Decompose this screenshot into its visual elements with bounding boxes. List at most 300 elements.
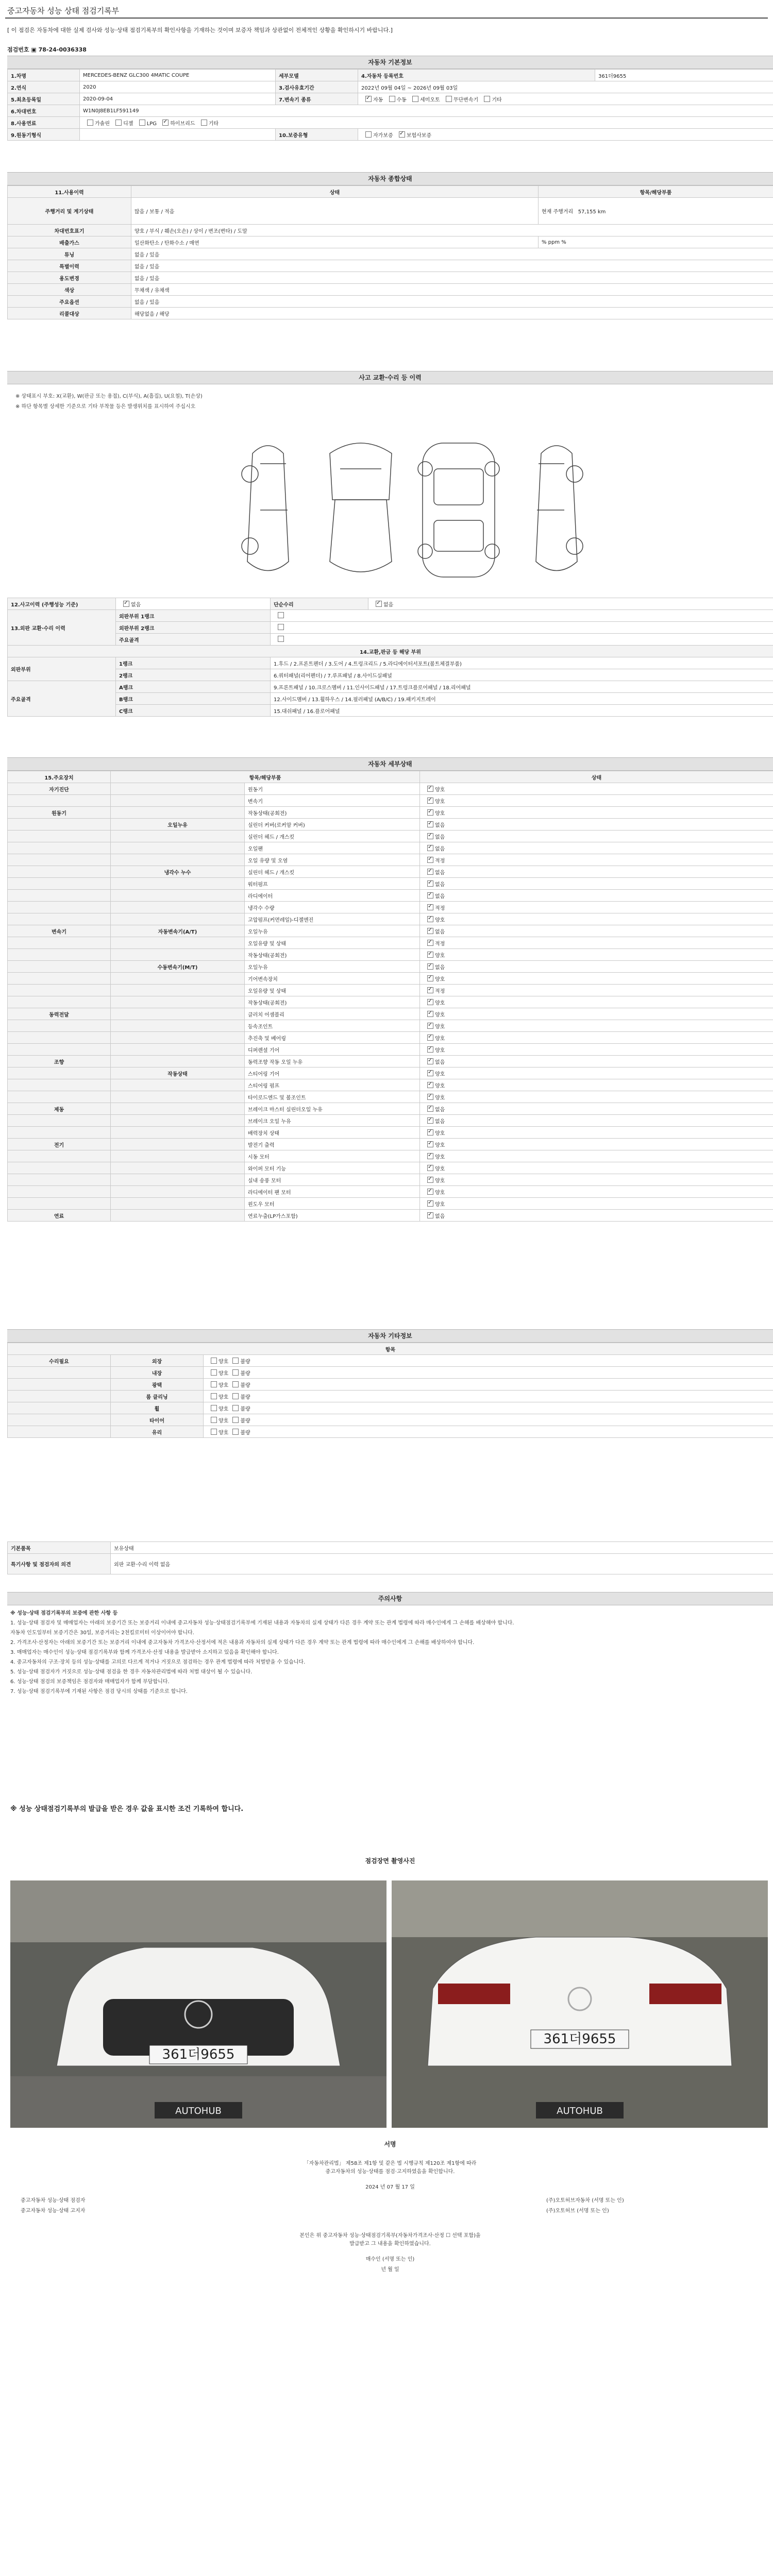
detail-status-checkbox[interactable] <box>427 833 433 839</box>
other-status-checkbox[interactable] <box>232 1381 239 1387</box>
general-col-item: 11.사용이력 <box>8 186 131 198</box>
section-notes: 주의사항 <box>7 1592 773 1605</box>
basic-info-table <box>7 69 773 141</box>
rank1-parts: 1.후드 / 2.프론트펜더 / 3.도어 / 4.트렁크리드 / 5.라디에이터서포트(볼트체결부품) <box>271 657 773 669</box>
detail-status-checkbox[interactable] <box>427 1106 433 1112</box>
mileage-state: 많음 / 보통 / 적음 <box>131 198 539 225</box>
accident-none-checkbox[interactable] <box>123 601 129 607</box>
recall-label: 리콜대상 <box>8 308 131 319</box>
detail-status: ✓ 없음 <box>420 961 773 973</box>
detail-group <box>8 1079 111 1091</box>
detail-status-checkbox[interactable] <box>427 1011 433 1017</box>
other-status-checkbox[interactable] <box>211 1369 217 1376</box>
car-left-side-icon <box>242 446 289 571</box>
rank1-label: 외판부위 1랭크 <box>116 610 271 622</box>
car-front-top-icon <box>330 443 392 572</box>
detail-item: 클러치 어셈블리 <box>245 1008 420 1020</box>
other-item: 유리 <box>111 1426 204 1438</box>
detail-item: 브레이크 마스터 실린더오일 누유 <box>245 1103 420 1115</box>
detail-status: ✓ 적정 <box>420 985 773 996</box>
rank2-label: 외판부위 2랭크 <box>116 622 271 634</box>
detail-item: 작동상태(공회전) <box>245 996 420 1008</box>
trans-manual-checkbox[interactable] <box>389 96 395 102</box>
detail-subgroup <box>111 937 245 949</box>
detail-status-checkbox[interactable] <box>427 1189 433 1195</box>
detail-subgroup <box>111 795 245 807</box>
detail-group <box>8 937 111 949</box>
detail-status-checkbox[interactable] <box>427 845 433 851</box>
detail-group <box>8 1186 111 1198</box>
detail-status: ✓ 양호 <box>420 807 773 819</box>
detail-item: 타이로드엔드 및 볼조인트 <box>245 1091 420 1103</box>
detail-status-checkbox[interactable] <box>427 1200 433 1207</box>
detail-row <box>8 961 773 973</box>
other-status-checkbox[interactable] <box>232 1429 239 1435</box>
detail-item: 등속조인트 <box>245 1020 420 1032</box>
detail-row <box>8 937 773 949</box>
detail-row <box>8 1032 773 1044</box>
detail-row <box>8 842 773 854</box>
seller-value: (주)오토허브 (서명 또는 인) <box>546 2208 609 2214</box>
detail-subgroup <box>111 854 245 866</box>
detail-row <box>8 973 773 985</box>
general-col-amount: 항목/해당부품 <box>539 186 773 198</box>
detail-status-checkbox[interactable] <box>427 1177 433 1183</box>
detail-subgroup <box>111 1210 245 1222</box>
detail-row <box>8 913 773 925</box>
detail-item: 스티어링 기어 <box>245 1067 420 1079</box>
detail-row <box>8 1186 773 1198</box>
detail-group <box>8 1198 111 1210</box>
other-status-checkbox[interactable] <box>211 1381 217 1387</box>
other-status-checkbox[interactable] <box>232 1405 239 1411</box>
other-row <box>8 1367 773 1379</box>
detail-row <box>8 1150 773 1162</box>
other-group <box>8 1367 111 1379</box>
b-rank-label: B랭크 <box>116 693 271 705</box>
detail-row <box>8 996 773 1008</box>
other-status-checkbox[interactable] <box>232 1417 239 1423</box>
detail-status-checkbox[interactable] <box>427 987 433 993</box>
detail-subgroup <box>111 1127 245 1139</box>
detail-item: 작동상태(공회전) <box>245 807 420 819</box>
other-status-checkbox[interactable] <box>211 1429 217 1435</box>
detail-status-checkbox[interactable] <box>427 1094 433 1100</box>
fuel-gasoline-checkbox[interactable] <box>87 120 93 126</box>
detail-subgroup <box>111 949 245 961</box>
general-col-state: 상태 <box>131 186 539 198</box>
trans-cvt-checkbox[interactable] <box>446 96 452 102</box>
detail-status-checkbox[interactable] <box>427 928 433 934</box>
special-history-label: 특별이력 <box>8 260 131 272</box>
opinion-label: 특기사항 및 점검자의 의견 <box>8 1554 111 1574</box>
detail-status-checkbox[interactable] <box>427 904 433 910</box>
detail-group <box>8 1044 111 1056</box>
detail-row <box>8 807 773 819</box>
detail-group <box>8 1162 111 1174</box>
detail-status: ✓ 양호 <box>420 795 773 807</box>
section-damage: 사고 교환·수리 등 이력 <box>7 371 773 384</box>
detail-item: 기어변속장치 <box>245 973 420 985</box>
sign-line-1: 「자동차관리법」 제58조 제1항 및 같은 법 시행규칙 제120조 제1항에 따라 <box>304 2161 477 2166</box>
fuel-diesel-checkbox[interactable] <box>115 120 122 126</box>
section-sign: 서명 <box>7 2138 773 2150</box>
detail-subgroup <box>111 807 245 819</box>
fuel-options: 가솔린 디젤 LPG ✓ 하이브리드 기타 <box>80 117 773 129</box>
detail-status-checkbox[interactable] <box>427 999 433 1005</box>
other-status-checkbox[interactable] <box>232 1358 239 1364</box>
other-status: 양호 불량 <box>204 1426 773 1438</box>
detail-row <box>8 1162 773 1174</box>
detail-group <box>8 1115 111 1127</box>
detail-status-checkbox[interactable] <box>427 1141 433 1147</box>
detail-subgroup <box>111 1174 245 1186</box>
detail-status-checkbox[interactable] <box>427 892 433 899</box>
detail-subgroup <box>111 878 245 890</box>
major-frame-label: 주요골격 <box>116 634 271 646</box>
detail-group: 조향 <box>8 1056 111 1067</box>
other-row <box>8 1402 773 1414</box>
section-basic-info: 자동차 기본정보 <box>7 56 773 69</box>
car-name-label: 1.차명 <box>8 70 80 81</box>
detail-status: ✓ 양호 <box>420 1067 773 1079</box>
c-rank-parts: 15.대쉬패널 / 16.플로어패널 <box>271 705 773 717</box>
detail-row <box>8 1020 773 1032</box>
detail-status-checkbox[interactable] <box>427 869 433 875</box>
detail-row <box>8 1139 773 1150</box>
car-right-side-icon <box>536 446 583 571</box>
detail-item: 원동기 <box>245 783 420 795</box>
detail-status-checkbox[interactable] <box>427 916 433 922</box>
detail-row <box>8 1056 773 1067</box>
rank2-value <box>271 622 773 634</box>
fuel-other-checkbox[interactable] <box>201 120 207 126</box>
detail-status: ✓ 없음 <box>420 866 773 878</box>
rank1-parts-label: 1랭크 <box>116 657 271 669</box>
exterior-label: 13.외판 교환·수리 이력 <box>8 610 116 646</box>
detail-group <box>8 831 111 842</box>
vin-value: W1N0J8EB1LF591149 <box>80 105 773 117</box>
detail-status-checkbox[interactable] <box>427 1165 433 1171</box>
major-frame-checkbox[interactable] <box>278 636 284 642</box>
detail-row <box>8 949 773 961</box>
detail-status-checkbox[interactable] <box>427 940 433 946</box>
detail-item: 실린더 커버(로커암 커버) <box>245 819 420 831</box>
major-frame-value <box>271 634 773 646</box>
detail-status-checkbox[interactable] <box>427 1035 433 1041</box>
detail-subgroup <box>111 1079 245 1091</box>
detail-status: ✓ 양호 <box>420 1174 773 1186</box>
other-row <box>8 1355 773 1367</box>
detail-group <box>8 1091 111 1103</box>
simple-repair-label: 단순수리 <box>271 598 368 610</box>
detail-subgroup <box>111 1056 245 1067</box>
notes-list <box>10 1609 752 1698</box>
detail-subgroup <box>111 902 245 913</box>
detail-subgroup <box>111 985 245 996</box>
a-rank-parts: 9.프론트패널 / 10.크로스멤버 / 11.인사이드패널 / 17.트렁크플로어패널 / 18.리어패널 <box>271 681 773 693</box>
opinion-value: 외판 교환·수리 이력 없음 <box>111 1554 773 1574</box>
detail-status: ✓ 양호 <box>420 1186 773 1198</box>
detail-status-checkbox[interactable] <box>427 809 433 816</box>
other-status-checkbox[interactable] <box>211 1393 217 1399</box>
detail-group <box>8 902 111 913</box>
detail-status: ✓ 양호 <box>420 949 773 961</box>
warranty-self-checkbox[interactable] <box>365 131 372 138</box>
detail-table <box>7 771 773 1222</box>
inspector-value: (주)오토허브자동차 (서명 또는 인) <box>546 2198 624 2204</box>
note-line: 3. 매매업자는 매수인이 성능·상태 점검기록부와 함께 가격조사·산정 내용을 발급받아 소지하고 있음을 확인해야 합니다. <box>10 1650 279 1655</box>
other-status: 양호 불량 <box>204 1367 773 1379</box>
outer-panel-group: 외판부위 <box>8 657 116 681</box>
detail-status-checkbox[interactable] <box>427 821 433 827</box>
trans-auto-checkbox[interactable] <box>365 96 372 102</box>
fuel-label: 8.사용연료 <box>8 117 80 129</box>
detail-item: 오일유량 및 상태 <box>245 937 420 949</box>
detail-item: 브레이크 오일 누유 <box>245 1115 420 1127</box>
car-top-view-icon <box>418 443 499 577</box>
reg-number-label: 4.자동차 등록번호 <box>358 70 595 81</box>
other-row <box>8 1391 773 1402</box>
detail-status: ✓ 양호 <box>420 1139 773 1150</box>
detail-item: 스티어링 펌프 <box>245 1079 420 1091</box>
detail-status-checkbox[interactable] <box>427 1129 433 1136</box>
detail-item: 오일누유 <box>245 961 420 973</box>
detail-status: ✓ 없음 <box>420 878 773 890</box>
other-status: 양호 불량 <box>204 1391 773 1402</box>
detail-status: ✓ 없음 <box>420 1115 773 1127</box>
detail-subgroup <box>111 1008 245 1020</box>
other-status-checkbox[interactable] <box>211 1417 217 1423</box>
trans-other-checkbox[interactable] <box>484 96 490 102</box>
page-title: 중고자동차 성능 상태 점검기록부 <box>7 6 120 15</box>
detail-row <box>8 1008 773 1020</box>
mileage-current: 현재 주행거리 57,155 km <box>539 198 773 225</box>
other-item: 외장 <box>111 1355 204 1367</box>
detail-status-checkbox[interactable] <box>427 1212 433 1218</box>
detail-status: ✓ 양호 <box>420 913 773 925</box>
title-divider <box>5 18 768 19</box>
other-group <box>8 1379 111 1391</box>
detail-status: ✓ 적정 <box>420 937 773 949</box>
other-status: 양호 불량 <box>204 1379 773 1391</box>
model-year-label: 2.연식 <box>8 81 80 93</box>
detail-status-checkbox[interactable] <box>427 1117 433 1124</box>
detail-row <box>8 783 773 795</box>
detail-subgroup <box>111 973 245 985</box>
detail-status-checkbox[interactable] <box>427 952 433 958</box>
detail-group <box>8 1127 111 1139</box>
section-other: 자동차 기타정보 <box>7 1329 773 1343</box>
sign-line-2: 중고자동차의 성능·상태를 점검·고지하였음을 확인합니다. <box>325 2169 455 2175</box>
rank2-checkbox[interactable] <box>278 624 284 630</box>
note-line: 7. 성능·상태 점검기록부에 기재된 사항은 점검 당시의 상태를 기준으로 합니다. <box>10 1689 188 1694</box>
emission-label: 배출가스 <box>8 236 131 248</box>
detail-subgroup <box>111 1139 245 1150</box>
other-group <box>8 1414 111 1426</box>
detail-row <box>8 1198 773 1210</box>
detail-group <box>8 842 111 854</box>
svg-text:361더9655: 361더9655 <box>543 2031 616 2047</box>
detail-item: 오일유량 및 상태 <box>245 985 420 996</box>
detail-item: 라디에이터 팬 모터 <box>245 1186 420 1198</box>
warranty-insurer-checkbox[interactable] <box>399 131 405 138</box>
detail-row <box>8 819 773 831</box>
trans-semi-checkbox[interactable] <box>412 96 418 102</box>
special-history-state: 없음 / 있음 <box>131 260 773 272</box>
detail-row <box>8 795 773 807</box>
first-reg-label: 5.최초등록일 <box>8 93 80 105</box>
emission-value: % ppm % <box>539 236 773 248</box>
detail-status-checkbox[interactable] <box>427 880 433 887</box>
detail-status-checkbox[interactable] <box>427 1023 433 1029</box>
detail-status-checkbox[interactable] <box>427 1070 433 1076</box>
detail-item: 오일누유 <box>245 925 420 937</box>
detail-group <box>8 1150 111 1162</box>
other-status-checkbox[interactable] <box>211 1405 217 1411</box>
detail-status: ✓ 양호 <box>420 973 773 985</box>
detail-row <box>8 1091 773 1103</box>
detail-subgroup <box>111 1091 245 1103</box>
detail-group <box>8 819 111 831</box>
other-row <box>8 1414 773 1426</box>
detail-group <box>8 913 111 925</box>
detail-status-checkbox[interactable] <box>427 1046 433 1053</box>
detail-row <box>8 1115 773 1127</box>
other-item: 룸 클리닝 <box>111 1391 204 1402</box>
fuel-lpg-checkbox[interactable] <box>139 120 145 126</box>
color-state: 무채색 / 유채색 <box>131 284 773 296</box>
transmission-label: 7.변속기 종류 <box>276 93 358 105</box>
repair-none-checkbox[interactable] <box>376 601 382 607</box>
mileage-label: 주행거리 및 계기상태 <box>8 198 131 225</box>
detail-item: 실내 송풍 모터 <box>245 1174 420 1186</box>
detail-row <box>8 1079 773 1091</box>
car-diagram <box>232 433 593 587</box>
notes-highlight: ※ 성능 상태점검기록부의 발급을 받은 경우 값을 표시한 조건 기록하여 합니다. <box>10 1805 244 1813</box>
detail-subgroup: 냉각수 누수 <box>111 866 245 878</box>
detail-item: 발전기 출력 <box>245 1139 420 1150</box>
detail-status-checkbox[interactable] <box>427 1082 433 1088</box>
detail-subgroup: 수동변속기(M/T) <box>111 961 245 973</box>
detail-status-checkbox[interactable] <box>427 1058 433 1064</box>
detail-subgroup <box>111 1162 245 1174</box>
detail-status: ✓ 양호 <box>420 1162 773 1174</box>
detail-item: 윈도우 모터 <box>245 1198 420 1210</box>
detail-item: 연료누출(LP가스포함) <box>245 1210 420 1222</box>
detail-status: ✓ 양호 <box>420 1008 773 1020</box>
detail-group <box>8 996 111 1008</box>
detail-status-checkbox[interactable] <box>427 963 433 970</box>
detail-status: ✓ 없음 <box>420 1210 773 1222</box>
usage-change-label: 용도변경 <box>8 272 131 284</box>
options-label: 주요옵션 <box>8 296 131 308</box>
svg-text:AUTOHUB: AUTOHUB <box>175 2106 222 2116</box>
detail-group: 동력전달 <box>8 1008 111 1020</box>
detail-item: 실린더 헤드 / 개스킷 <box>245 866 420 878</box>
detail-row <box>8 1210 773 1222</box>
parts-title: 14.교환,판금 등 해당 부위 <box>8 646 773 657</box>
detail-status-checkbox[interactable] <box>427 857 433 863</box>
front-photo <box>10 1880 386 2128</box>
detail-subgroup <box>111 913 245 925</box>
detail-subgroup <box>111 890 245 902</box>
detail-subgroup <box>111 1186 245 1198</box>
detail-subgroup <box>111 1020 245 1032</box>
detail-group <box>8 866 111 878</box>
detail-group <box>8 1174 111 1186</box>
seller-label: 중고자동차 성능·상태 고지자 <box>21 2208 86 2214</box>
engine-type-label: 9.원동기형식 <box>8 129 80 141</box>
detail-status: ✓ 없음 <box>420 842 773 854</box>
detail-col-item: 15.주요장치 <box>8 771 111 783</box>
detail-status-checkbox[interactable] <box>427 1153 433 1159</box>
detail-subgroup <box>111 783 245 795</box>
detail-row <box>8 902 773 913</box>
detail-col-result: 상태 <box>420 771 773 783</box>
simple-repair-value: ✓ 없음 <box>368 598 773 610</box>
other-status-checkbox[interactable] <box>211 1358 217 1364</box>
detail-item: 워터펌프 <box>245 878 420 890</box>
note-line: 5. 성능·상태 점검자가 거짓으로 성능·상태 점검을 한 경우 자동차관리법에 따라 처벌 대상이 될 수 있습니다. <box>10 1669 253 1675</box>
detail-item: 와이퍼 모터 기능 <box>245 1162 420 1174</box>
detail-item: 고압펌프(커먼레일)-디젤엔진 <box>245 913 420 925</box>
other-item: 타이어 <box>111 1414 204 1426</box>
other-status: 양호 불량 <box>204 1402 773 1414</box>
note-line: 6. 성능·상태 점검의 보증책임은 점검자와 매매업자가 함께 부담합니다. <box>10 1679 170 1685</box>
detail-status-checkbox[interactable] <box>427 975 433 981</box>
other-status-checkbox[interactable] <box>232 1369 239 1376</box>
detail-item: 작동상태(공회전) <box>245 949 420 961</box>
detail-subgroup <box>111 831 245 842</box>
detail-subgroup <box>111 1150 245 1162</box>
warranty-options: 자가보증 ✓ 보험사보증 <box>358 129 773 141</box>
detail-group: 변속기 <box>8 925 111 937</box>
detail-group <box>8 854 111 866</box>
emission-state: 일산화탄소 / 탄화수소 / 매연 <box>131 236 539 248</box>
fuel-hybrid-checkbox[interactable] <box>162 120 169 126</box>
detail-subgroup <box>111 1103 245 1115</box>
other-group <box>8 1402 111 1414</box>
car-name-value: MERCEDES-BENZ GLC300 4MATIC COUPE <box>80 70 276 81</box>
a-rank-label: A랭크 <box>116 681 271 693</box>
detail-item: 추진축 및 베어링 <box>245 1032 420 1044</box>
detail-status-checkbox[interactable] <box>427 798 433 804</box>
detail-status-checkbox[interactable] <box>427 786 433 792</box>
other-status-checkbox[interactable] <box>232 1393 239 1399</box>
detail-row <box>8 890 773 902</box>
rank1-checkbox[interactable] <box>278 612 284 618</box>
inspector-label: 중고자동차 성능·상태 점검자 <box>21 2198 86 2204</box>
damage-legend-1: ※ 상태표시 부호: X(교환), W(판금 또는 용접), C(부식), A(흠집), U(요철), T(손상) <box>15 394 203 399</box>
detail-row <box>8 985 773 996</box>
detail-status: ✓ 없음 <box>420 831 773 842</box>
rank2-parts-label: 2랭크 <box>116 669 271 681</box>
model-year-value: 2020 <box>80 81 276 93</box>
other-item: 광택 <box>111 1379 204 1391</box>
detail-group: 원동기 <box>8 807 111 819</box>
section-detail: 자동차 세부상태 <box>7 757 773 771</box>
detail-group <box>8 878 111 890</box>
detail-status: ✓ 양호 <box>420 1020 773 1032</box>
section-photos: 점검장면 촬영사진 <box>7 1855 773 1867</box>
detail-status: ✓ 없음 <box>420 1103 773 1115</box>
detail-row <box>8 1067 773 1079</box>
other-group <box>8 1391 111 1402</box>
note-line: 1. 성능·상태 점검자 및 매매업자는 아래의 보증기간 또는 보증거리 이내에 중고자동차 성능·상태점검기록부에 기재된 내용과 자동차의 실제 상태가 다른 경우 계약 또는 관계 법령에 따라 매수인에게 그 손해를 배상해야 합니다. <box>10 1620 514 1626</box>
detail-status: ✓ 양호 <box>420 996 773 1008</box>
other-group <box>8 1426 111 1438</box>
